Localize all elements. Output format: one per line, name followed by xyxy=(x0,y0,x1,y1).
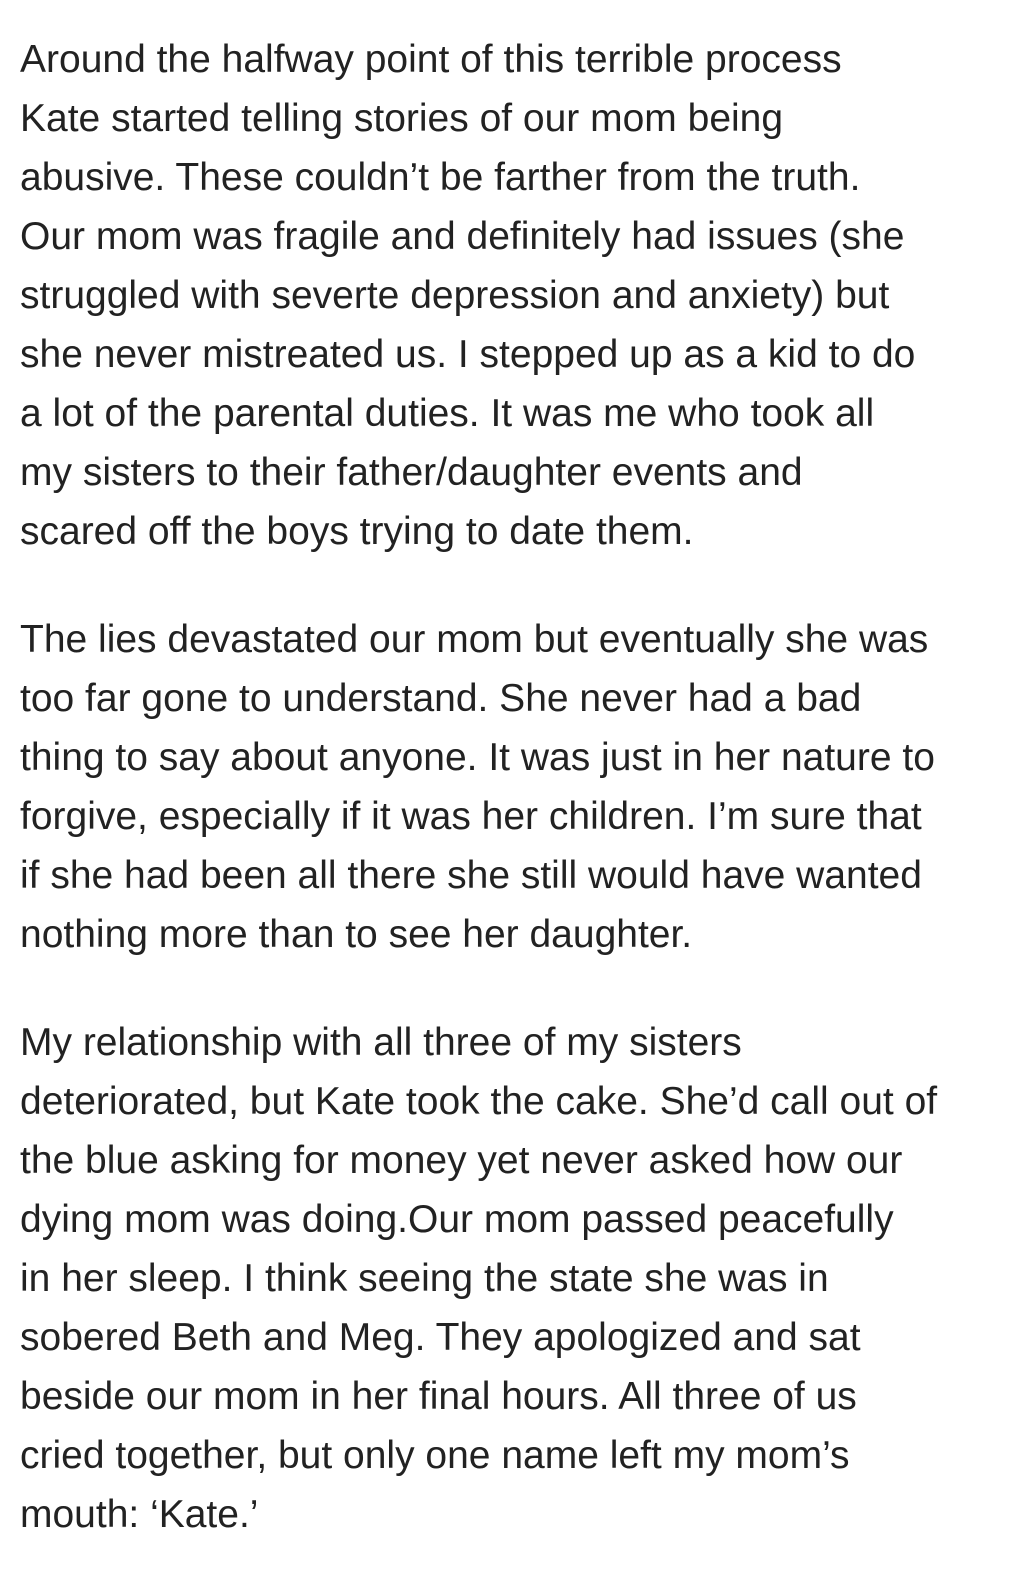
text-line: struggled with severte depression and anxiety) but xyxy=(20,274,890,317)
text-line: Our mom was fragile and definitely had issues (she xyxy=(20,215,905,258)
text-line: mouth: ‘Kate.’ xyxy=(20,1493,259,1536)
text-line: scared off the boys trying to date them. xyxy=(20,510,694,553)
text-line: Kate started telling stories of our mom being xyxy=(20,97,784,140)
text-line: the blue asking for money yet never asked how our xyxy=(20,1139,903,1182)
text-line: too far gone to understand. She never had a bad xyxy=(20,677,862,720)
text-line: thing to say about anyone. It was just in her nature to xyxy=(20,736,935,779)
paragraph-3 xyxy=(20,1013,991,1544)
text-line: deteriorated, but Kate took the cake. She’d call out of xyxy=(20,1080,938,1123)
text-line: My relationship with all three of my sisters xyxy=(20,1021,742,1064)
text-line: my sisters to their father/daughter events and xyxy=(20,451,803,494)
paragraph-1 xyxy=(20,30,991,561)
text-line: a lot of the parental duties. It was me who took all xyxy=(20,392,875,435)
text-line: Around the halfway point of this terrible process xyxy=(20,38,842,81)
text-line: cried together, but only one name left my mom’s xyxy=(20,1434,850,1477)
text-line: beside our mom in her final hours. All three of us xyxy=(20,1375,857,1418)
text-line: nothing more than to see her daughter. xyxy=(20,913,693,956)
text-line: The lies devastated our mom but eventually she was xyxy=(20,618,929,661)
paragraph-2 xyxy=(20,610,991,964)
text-line: dying mom was doing.Our mom passed peacefully xyxy=(20,1198,894,1241)
text-line: abusive. These couldn’t be farther from the truth. xyxy=(20,156,861,199)
text-line: forgive, especially if it was her children. I’m sure that xyxy=(20,795,922,838)
paragraph-spacer xyxy=(20,964,991,1013)
text-line: in her sleep. I think seeing the state she was in xyxy=(20,1257,829,1300)
text-line: if she had been all there she still would have wanted xyxy=(20,854,922,897)
text-line: she never mistreated us. I stepped up as a kid to do xyxy=(20,333,916,376)
paragraph-spacer xyxy=(20,561,991,610)
text-line: sobered Beth and Meg. They apologized and sat xyxy=(20,1316,861,1359)
